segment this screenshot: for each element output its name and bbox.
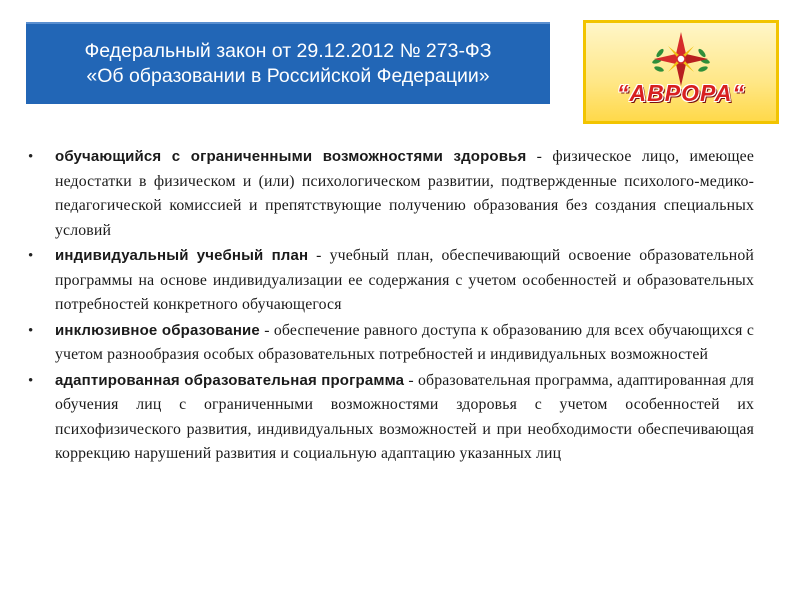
slide-title-line-1: Федеральный закон от 29.12.2012 № 273-ФЗ xyxy=(84,40,492,62)
bullet-icon: • xyxy=(28,322,34,339)
bullet-icon: • xyxy=(28,149,34,165)
definition-term: обучающийся с ограниченными возможностями здоровья xyxy=(55,148,527,165)
definition-item xyxy=(26,244,754,318)
definitions-content xyxy=(26,145,754,468)
definition-term: индивидуальный учебный план xyxy=(55,247,309,264)
slide-title-line-2: «Об образовании в Российской Федерации» xyxy=(86,65,490,87)
definition-text: - физическое лицо, имеющее недостатки в физическом и (или) психологическом развитии, подтвержденные психолого-медико-педагогической комиссией и препятствующие получению образования без создания специальных условий xyxy=(55,148,754,239)
definition-text: - образовательная программа, адаптированная для обучения лиц с ограниченными возможностями здоровья с учетом особенностей их психофизического развития, индивидуальных возможностей и при необходимости обеспечивающая коррекцию нарушений развития и социальную адаптацию указанных лиц xyxy=(55,371,755,462)
definitions-list xyxy=(26,145,754,467)
definition-item xyxy=(26,145,754,243)
definition-term: инклюзивное образование xyxy=(55,321,260,339)
bullet-icon: • xyxy=(28,372,34,389)
definition-text: - обеспечение равного доступа к образованию для всех обучающихся с учетом разнообразия особых образовательных потребностей и индивидуальных возможностей xyxy=(55,321,754,363)
slide-title-banner xyxy=(26,22,550,104)
logo-text: “АВРОРА“ xyxy=(617,80,745,106)
bullet-icon: • xyxy=(28,248,34,264)
definition-term: адаптированная образовательная программа xyxy=(55,371,405,389)
aurora-logo xyxy=(583,20,779,124)
definition-text: - учебный план, обеспечивающий освоение образовательной программы на основе индивидуализации ее содержания с учетом особенностей и образовательных потребностей конкретного обучающегося xyxy=(55,247,754,313)
definition-item xyxy=(26,319,754,368)
definition-item xyxy=(26,369,754,467)
